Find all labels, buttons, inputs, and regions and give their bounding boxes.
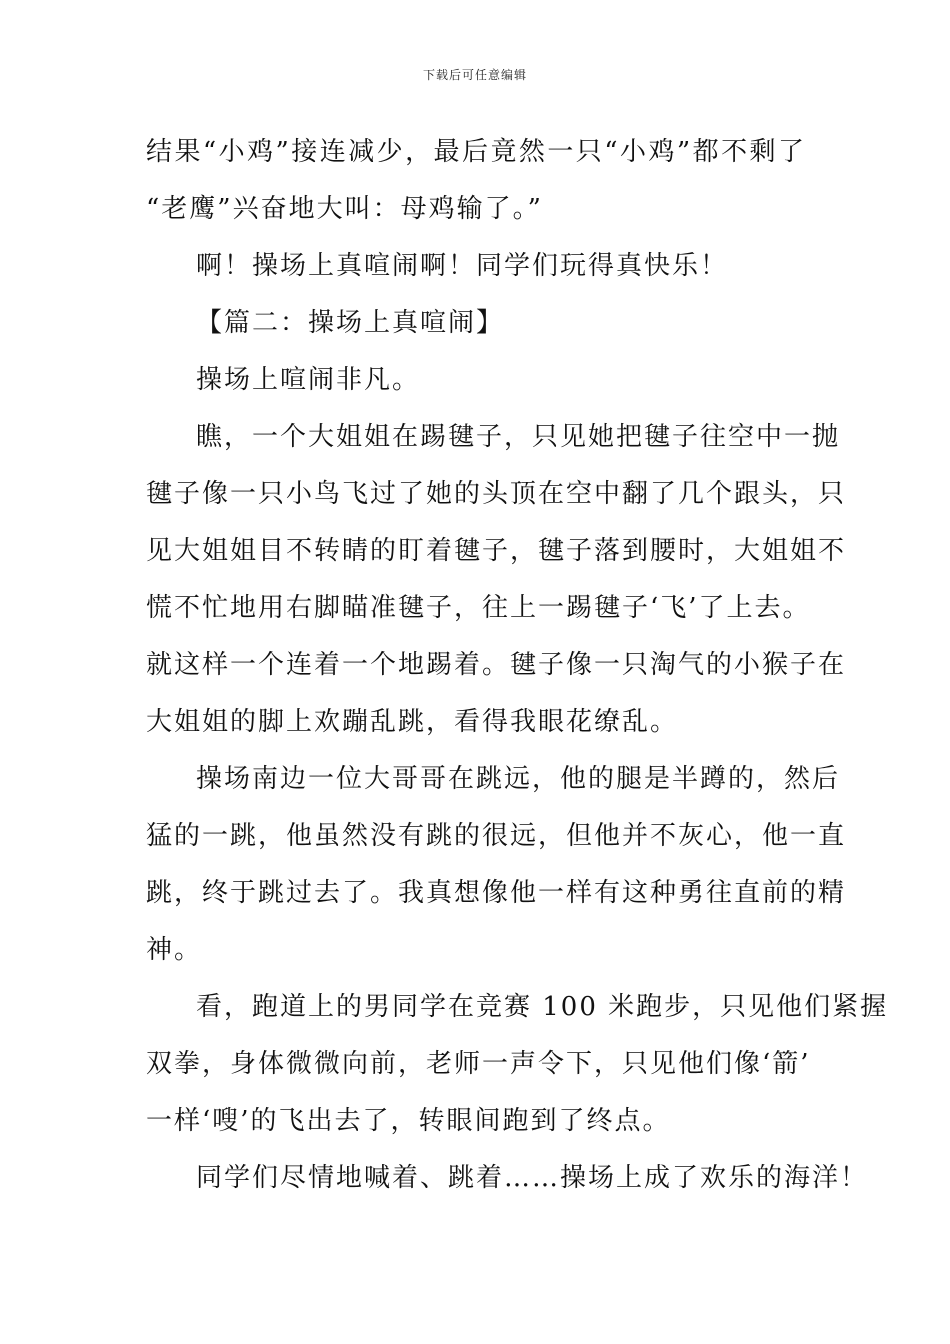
text-line: 跳，终于跳过去了。我真想像他一样有这种勇往直前的精 — [146, 878, 847, 908]
document-body — [146, 124, 889, 1207]
text-line: 双拳，身体微微向前，老师一声令下，只见他们像‘箭’ — [146, 1049, 811, 1079]
text-line: 结果“小鸡”接连减少，最后竟然一只“小鸡”都不剩了 — [146, 137, 806, 167]
text-line: 瞧，一个大姐姐在踢毽子，只见她把毽子往空中一抛 — [196, 422, 841, 452]
text-line: 慌不忙地用右脚瞄准毽子，往上一踢毽子‘飞’了上去。 — [146, 593, 811, 623]
text-line: 大姐姐的脚上欢蹦乱跳，看得我眼花缭乱。 — [146, 707, 679, 737]
text-line: 啊！操场上真喧闹啊！同学们玩得真快乐！ — [196, 251, 729, 281]
text-line: 看，跑道上的男同学在竞赛 100 米跑步，只见他们紧握 — [196, 992, 889, 1022]
page-header: 下载后可任意编辑 — [422, 68, 527, 82]
text-line: 操场上喧闹非凡。 — [196, 365, 421, 395]
text-line: 【篇二：操场上真喧闹】 — [196, 308, 505, 338]
text-line: 猛的一跳，他虽然没有跳的很远，但他并不灰心，他一直 — [146, 821, 847, 851]
text-line: 见大姐姐目不转睛的盯着毽子，毽子落到腰时，大姐姐不 — [146, 536, 847, 566]
text-line: 神。 — [146, 935, 203, 965]
text-line: 就这样一个连着一个地踢着。毽子像一只淘气的小猴子在 — [146, 650, 847, 680]
text-line: 操场南边一位大哥哥在跳远，他的腿是半蹲的，然后 — [196, 764, 841, 794]
text-line: 一样‘嗖’的飞出去了，转眼间跑到了终点。 — [146, 1106, 671, 1136]
text-line: “老鹰”兴奋地大叫：母鸡输了。” — [146, 194, 543, 224]
text-line: 毽子像一只小鸟飞过了她的头顶在空中翻了几个跟头，只 — [146, 479, 847, 509]
text-line: 同学们尽情地喊着、跳着……操场上成了欢乐的海洋！ — [196, 1163, 869, 1193]
